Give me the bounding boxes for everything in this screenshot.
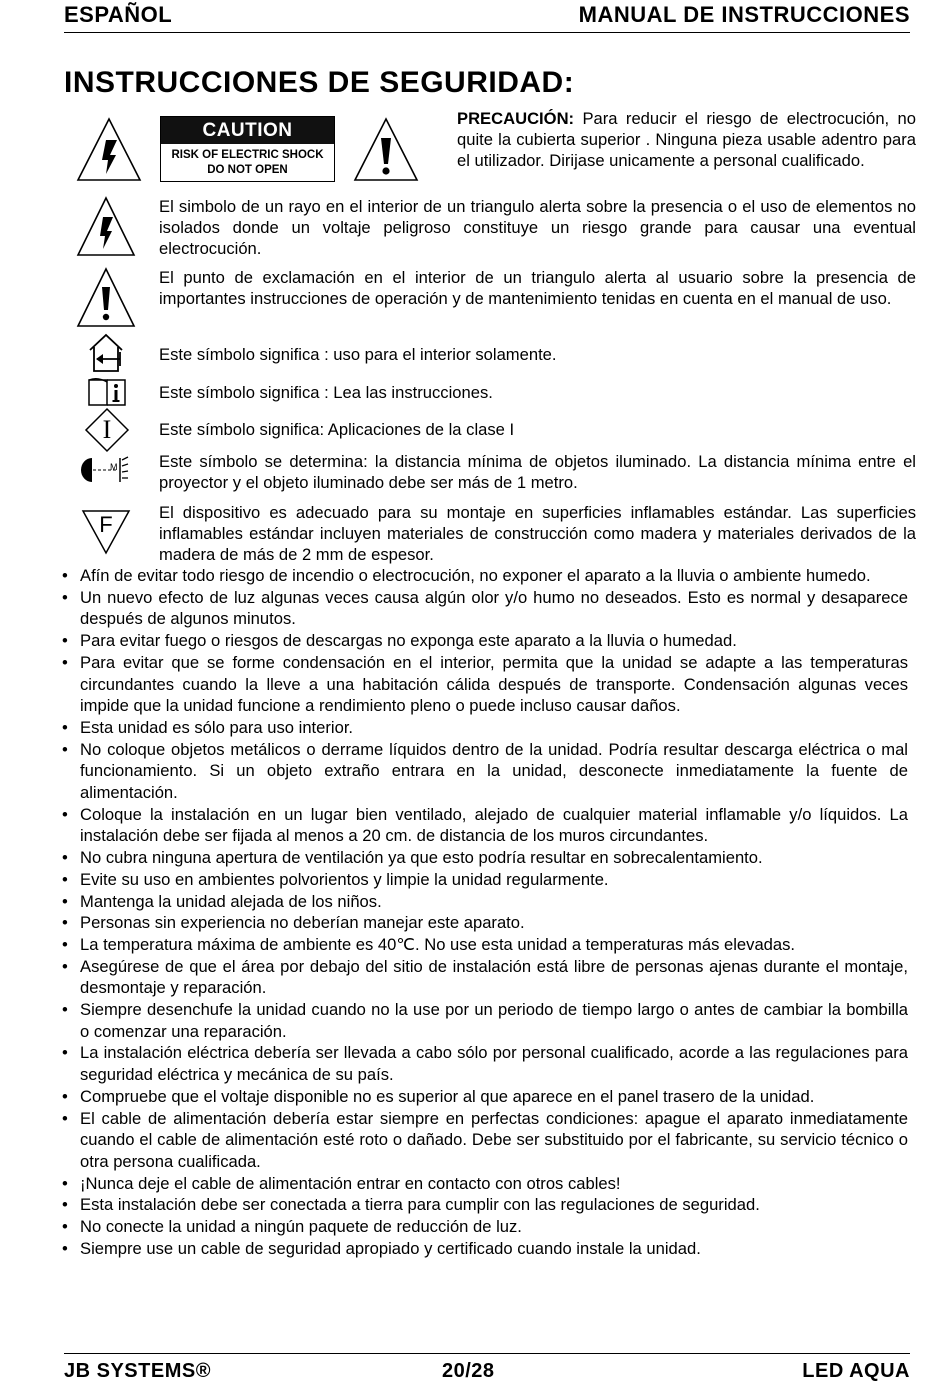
precaution-paragraph: PRECAUCIÓN: Para reducir el riesgo de electrocución, no quite la cubierta superior . Ninguna pieza usable adentro para el utilizador. Dirijase unicamente a personal cualificado. bbox=[457, 109, 916, 170]
page-footer bbox=[64, 1353, 910, 1398]
list-item: • Personas sin experiencia no deberían manejar este aparato. bbox=[58, 912, 908, 934]
list-item: • Esta instalación debe ser conectada a tierra para cumplir con las regulaciones de seguridad. bbox=[58, 1194, 908, 1216]
footer-brand: JB SYSTEMS® bbox=[64, 1360, 211, 1382]
minimum-distance-icon bbox=[80, 454, 132, 488]
symbol-description-exclamation: El punto de exclamación en el interior de un triangulo alerta al usuario sobre la presencia de importantes instrucciones de operación y de mantenimiento tenidas en cuenta en el manual de uso. bbox=[159, 268, 916, 308]
list-item: • La temperatura máxima de ambiente es 40℃. No use esta unidad a temperaturas más elevadas. bbox=[58, 934, 908, 956]
list-item: • Evite su uso en ambientes polvorientos y limpie la unidad regularmente. bbox=[58, 869, 908, 891]
list-item: • Compruebe que el voltaje disponible no es superior al que aparece en el panel trasero de la unidad. bbox=[58, 1086, 908, 1108]
symbol-description-distance: Este símbolo se determina: la distancia mínima de objetos iluminado. La distancia mínima entre el proyector y el objeto iluminado debe ser más de 1 metro. bbox=[159, 452, 916, 492]
list-item: • Esta unidad es sólo para uso interior. bbox=[58, 717, 908, 739]
list-item: • Mantenga la unidad alejada de los niños. bbox=[58, 891, 908, 913]
indoor-use-icon bbox=[86, 332, 126, 374]
caution-label bbox=[160, 116, 335, 182]
caution-label-warning: RISK OF ELECTRIC SHOCK DO NOT OPEN bbox=[171, 149, 324, 176]
exclamation-triangle-icon bbox=[75, 266, 137, 330]
list-item: • Un nuevo efecto de luz algunas veces causa algún olor y/o humo no deseados. Esto es normal y desaparece después de algunos minutos. bbox=[58, 587, 908, 630]
list-item: • Siempre desenchufe la unidad cuando no la use por un periodo de tiempo largo o antes de cambiar la bombilla o comenzar una reparación. bbox=[58, 999, 908, 1042]
list-item: • Para evitar fuego o riesgos de descargas no exponga este aparato a la lluvia o humedad. bbox=[58, 630, 908, 652]
list-item: • Afín de evitar todo riesgo de incendio o electrocución, no exponer el aparato a la lluvia o ambiente humedo. bbox=[58, 565, 908, 587]
page-header bbox=[64, 0, 910, 33]
header-language: ESPAÑOL bbox=[64, 2, 173, 27]
list-item: • ¡Nunca deje el cable de alimentación entrar en contacto con otros cables! bbox=[58, 1173, 908, 1195]
exclamation-triangle-icon bbox=[352, 116, 420, 184]
distance-unit-label: M bbox=[110, 462, 118, 472]
list-item: • Para evitar que se forme condensación en el interior, permita que la unidad se adapte a las temperaturas circundantes cuando la lleve a una habitación cálida después de transporte. Condensación algunas veces impide que la unidad funcione a rendimiento pleno o puede incluso causar daños. bbox=[58, 652, 908, 717]
symbol-description-lightning: El simbolo de un rayo en el interior de un triangulo alerta sobre la presencia o el uso de elementos no isolados donde un voltaje peligroso constituye un riesgo grande para causar una eventual electrocución. bbox=[159, 197, 916, 258]
header-manual-title: MANUAL DE INSTRUCCIONES bbox=[578, 2, 910, 27]
page-title: INSTRUCCIONES DE SEGURIDAD: bbox=[64, 66, 575, 99]
symbol-description-instructions: Este símbolo significa : Lea las instrucciones. bbox=[159, 383, 493, 402]
symbol-description-indoor: Este símbolo significa : uso para el interior solamente. bbox=[159, 345, 557, 364]
list-item: • No conecte la unidad a ningún paquete de reducción de luz. bbox=[58, 1216, 908, 1238]
class-i-icon bbox=[84, 407, 130, 453]
list-item: • Siempre use un cable de seguridad apropiado y certificado cuando instale la unidad. bbox=[58, 1238, 908, 1260]
list-item: • No coloque objetos metálicos o derrame líquidos dentro de la unidad. Podría resultar descarga eléctrica o mal funcionamiento. Si un objeto extraño entrara en la unidad, desconecte inmediatamente la fuente de alimentación. bbox=[58, 739, 908, 804]
list-item: • La instalación eléctrica debería ser llevada a cabo sólo por personal cualificado, acorde a las regulaciones para seguridad eléctrica y mecánica de su país. bbox=[58, 1042, 908, 1085]
class-i-label: I bbox=[102, 415, 112, 444]
caution-label-title: CAUTION bbox=[161, 117, 334, 144]
list-item: • Asegúrese de que el área por debajo del sitio de instalación está libre de personas ajenas durante el montaje, desmontaje y reparación. bbox=[58, 956, 908, 999]
flammable-label: F bbox=[99, 512, 113, 537]
safety-instructions-list bbox=[58, 565, 908, 1260]
footer-product: LED AQUA bbox=[802, 1360, 910, 1382]
lightning-triangle-icon bbox=[75, 116, 143, 184]
symbol-description-class-i: Este símbolo significa: Aplicaciones de la clase I bbox=[159, 420, 515, 439]
read-instructions-icon bbox=[86, 376, 128, 408]
list-item: • Coloque la instalación en un lugar bien ventilado, alejado de cualquier material inflamable y/o líquidos. La instalación debe ser fijada al menos a 20 cm. de distancia de los muros circundantes. bbox=[58, 804, 908, 847]
page-number: 20/28 bbox=[442, 1360, 495, 1382]
list-item: • El cable de alimentación debería estar siempre en perfectas condiciones: apague el aparato inmediatamente cuando el cable de alimentación esté roto o dañado. Debe ser substituido por el fabricante, su servicio técnico o otra persona cualificada. bbox=[58, 1108, 908, 1173]
lightning-triangle-icon bbox=[75, 195, 137, 259]
flammable-surface-icon bbox=[80, 508, 132, 556]
symbol-description-flammable: El dispositivo es adecuado para su montaje en superficies inflamables estándar. Las superficies inflamables estándar incluyen materiales de construcción como madera y materiales derivados de la madera de más de 2 mm de espesor. bbox=[159, 503, 916, 564]
list-item: • No cubra ninguna apertura de ventilación ya que esto podría resultar en sobrecalentamiento. bbox=[58, 847, 908, 869]
